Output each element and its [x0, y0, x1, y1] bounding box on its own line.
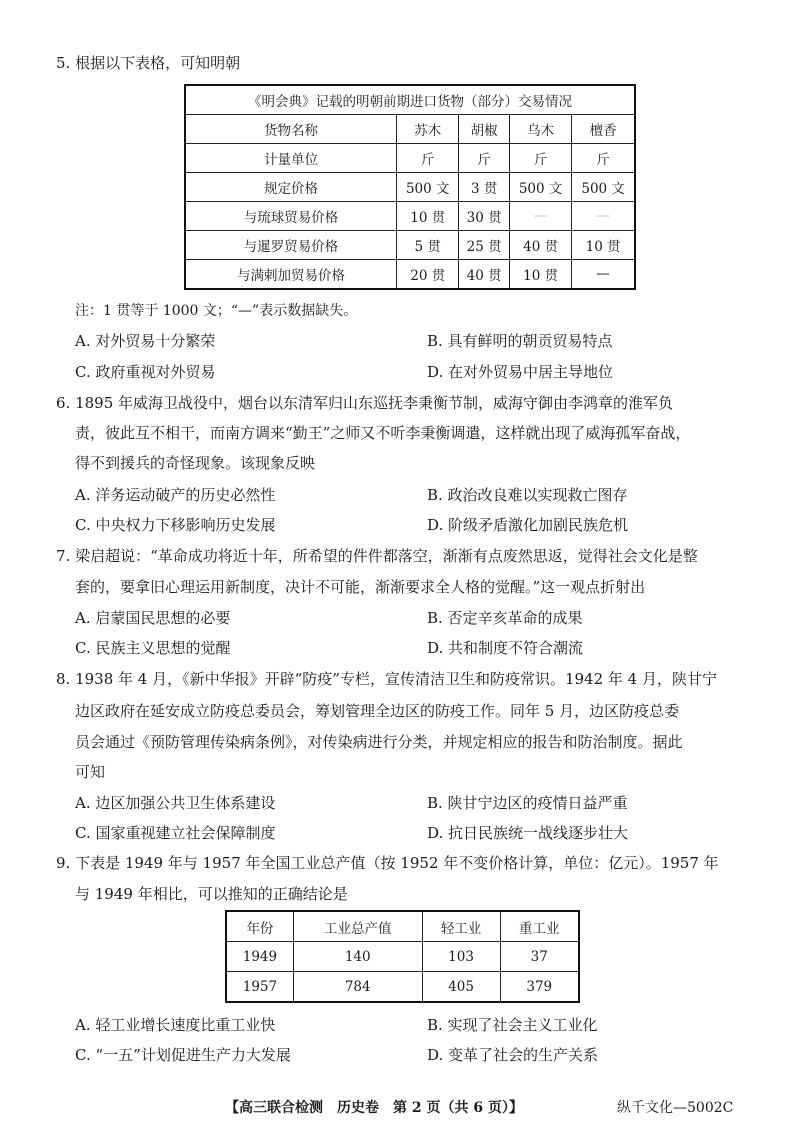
q8-stem-line4: 可知 [75, 763, 106, 781]
q5-table [184, 84, 636, 290]
table-row: 与暹罗贸易价格 5 贯 25 贯 40 贯 10 贯 [185, 231, 635, 260]
table-row: 与满剌加贸易价格 20 贯 40 贯 10 贯 — [185, 260, 635, 290]
q9-table [225, 910, 580, 1003]
q5-option-b[interactable]: B. 具有鲜明的朝贡贸易特点 [427, 332, 613, 350]
q5-table-header: 货物名称 苏木 胡椒 乌木 檀香 [185, 115, 635, 144]
q8-option-a[interactable]: A. 边区加强公共卫生体系建设 [75, 794, 276, 812]
q8-option-d[interactable]: D. 抗日民族统一战线逐步壮大 [427, 824, 629, 842]
q7-stem: 7. 梁启超说：“革命成功将近十年，所希望的件件都落空，渐渐有点废然思返，觉得社会文化是整 [56, 547, 698, 565]
q5-option-a[interactable]: A. 对外贸易十分繁荣 [75, 332, 216, 350]
q5-option-d[interactable]: D. 在对外贸易中居主导地位 [427, 363, 614, 381]
q5-option-c[interactable]: C. 政府重视对外贸易 [75, 363, 216, 381]
q9-stem: 9. 下表是 1949 年与 1957 年全国工业总产值（按 1952 年不变价格计算，单位：亿元）。1957 年 [56, 854, 719, 872]
q9-table-header: 年份 工业总产值 轻工业 重工业 [226, 911, 579, 942]
table-row: 与琉球贸易价格 10 贯 30 贯 — — [185, 202, 635, 231]
q6-stem-line2: 责，彼此互不相干，而南方调来“勤王”之师又不听李秉衡调遣，这样就出现了威海孤军奋战， [75, 424, 691, 442]
q7-stem-line2: 套的，要拿旧心理运用新制度，决计不可能，渐渐要求全人格的觉醒。”这一观点折射出 [75, 578, 646, 596]
q6-stem-line3: 得不到援兵的奇怪现象。该现象反映 [75, 454, 316, 472]
q7-option-d[interactable]: D. 共和制度不符合潮流 [427, 639, 584, 657]
publisher-code: 纵千文化—5002C [617, 1100, 734, 1116]
q8-stem-line3: 员会通过《预防管理传染病条例》，对传染病进行分类，并规定相应的报告和防治制度。据此 [75, 733, 683, 751]
table-row: 计量单位 斤 斤 斤 斤 [185, 144, 635, 173]
table-row: 1949 140 103 37 [226, 942, 579, 972]
page-footer: 【高三联合检测 历史卷 第 2 页（共 6 页）】 [225, 1100, 523, 1116]
q9-option-a[interactable]: A. 轻工业增长速度比重工业快 [75, 1016, 276, 1034]
q6-stem: 6. 1895 年威海卫战役中，烟台以东清军归山东巡抚李秉衡节制，威海守御由李鸿章的淮军负 [56, 394, 674, 412]
q7-option-b[interactable]: B. 否定辛亥革命的成果 [427, 609, 583, 627]
q9-option-b[interactable]: B. 实现了社会主义工业化 [427, 1016, 598, 1034]
q8-stem: 8. 1938 年 4 月，《新中华报》开辟“防疫”专栏，宣传清洁卫生和防疫常识。1942 年 4 月，陕甘宁 [56, 670, 717, 688]
q9-option-c[interactable]: C. “一五”计划促进生产力大发展 [75, 1046, 291, 1064]
q7-option-c[interactable]: C. 民族主义思想的觉醒 [75, 639, 231, 657]
q9-stem-line2: 与 1949 年相比，可以推知的正确结论是 [75, 885, 348, 903]
q7-option-a[interactable]: A. 启蒙国民思想的必要 [75, 609, 231, 627]
table-row: 规定价格 500 文 3 贯 500 文 500 文 [185, 173, 635, 202]
q6-option-b[interactable]: B. 政治改良难以实现救亡图存 [427, 486, 628, 504]
q6-option-c[interactable]: C. 中央权力下移影响历史发展 [75, 516, 276, 534]
q5-note: 注：1 贯等于 1000 文；“—”表示数据缺失。 [75, 303, 358, 319]
q5-table-caption: 《明会典》记载的明朝前期进口货物（部分）交易情况 [185, 85, 635, 115]
q8-option-b[interactable]: B. 陕甘宁边区的疫情日益严重 [427, 794, 628, 812]
q8-stem-line2: 边区政府在延安成立防疫总委员会，筹划管理全边区的防疫工作。同年 5 月，边区防疫总委 [75, 702, 680, 720]
q5-stem: 5. 根据以下表格，可知明朝 [56, 54, 241, 72]
q9-option-d[interactable]: D. 变革了社会的生产关系 [427, 1046, 599, 1064]
table-row: 1957 784 405 379 [226, 972, 579, 1003]
q6-option-a[interactable]: A. 洋务运动破产的历史必然性 [75, 486, 276, 504]
q8-option-c[interactable]: C. 国家重视建立社会保障制度 [75, 824, 276, 842]
q6-option-d[interactable]: D. 阶级矛盾激化加剧民族危机 [427, 516, 629, 534]
